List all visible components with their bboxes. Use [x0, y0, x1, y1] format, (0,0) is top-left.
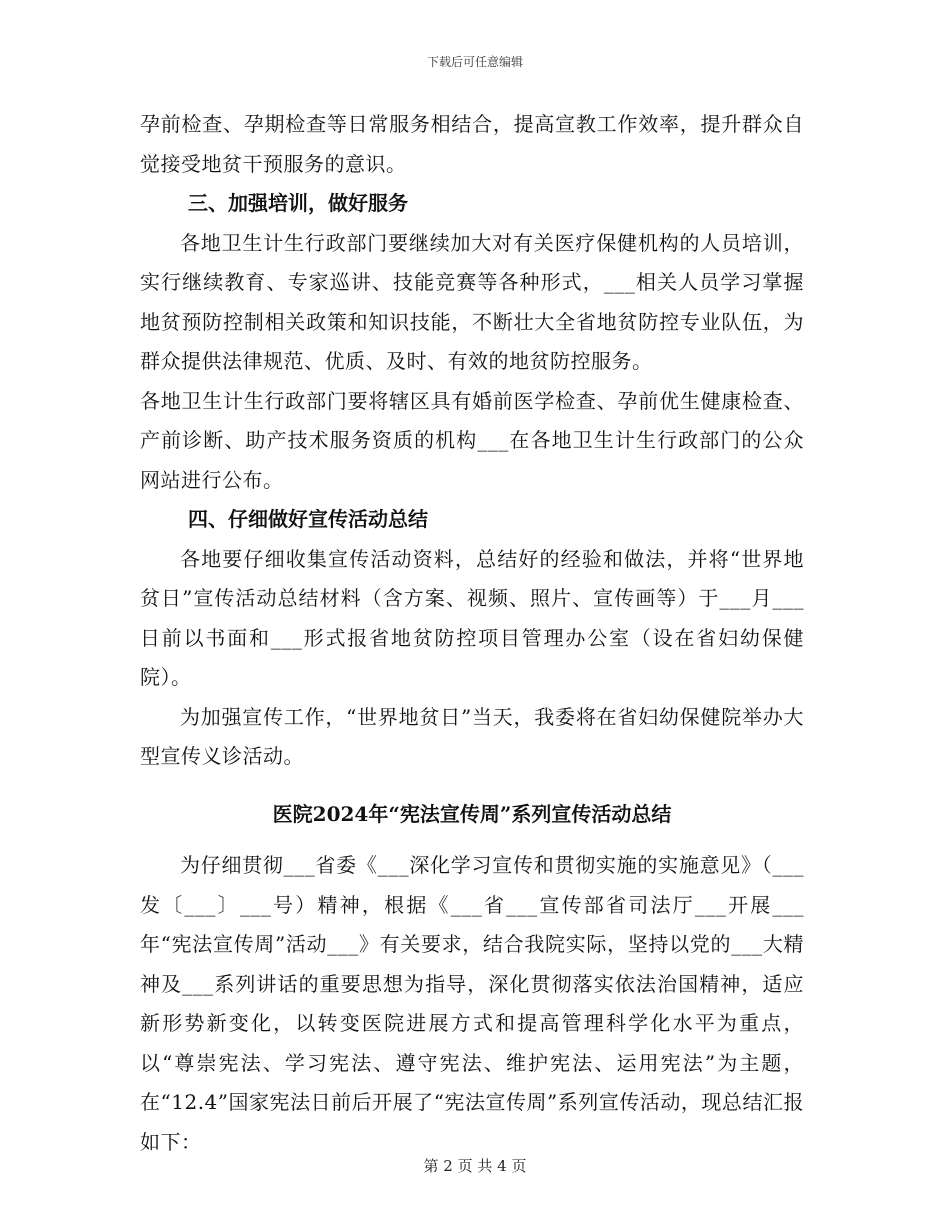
page-header: 下载后可任意编辑 [426, 55, 523, 69]
section-heading-summary: 四、仔细做好宣传活动总结 [188, 507, 428, 531]
intro-paragraph: 为仔细贯彻___省委《___深化学习宣传和贯彻实施的实施意见》（___发〔___〕___号）精神，根据《___省___宣传部省司法厅___开展___年“宪法宣传周”活动___》有关要求，结合我院实际，坚持以党的___大精神及___系列讲话的重要思想为指导，深化贯彻落实依法治国精神，适应新形势新变化，以转变医院进展方式和提高管理科学化水平为重点，以“尊崇宪法、学习宪法、遵守宪法、维护宪法、运用宪法”为主题，在“12.4”国家宪法日前后开展了“宪法宣传周”系列宣传活动，现总结汇报如下： [140, 853, 804, 1154]
continuation-paragraph: 孕前检查、孕期检查等日常服务相结合，提高宣教工作效率，提升群众自觉接受地贫干预服务的意识。 [140, 112, 804, 176]
page-number: 第 2 页 共 4 页 [423, 1157, 527, 1175]
training-paragraph: 各地卫生计生行政部门要继续加大对有关医疗保健机构的人员培训，实行继续教育、专家巡讲、技能竞赛等各种形式，___相关人员学习掌握地贫预防控制相关政策和知识技能，不断壮大全省地贫防控专业队伍，为群众提供法律规范、优质、及时、有效的地贫防控服务。 [140, 230, 804, 373]
document-body [140, 105, 804, 1162]
institution-paragraph: 各地卫生计生行政部门要将辖区具有婚前医学检查、孕前优生健康检查、产前诊断、助产技术服务资质的机构___在各地卫生计生行政部门的公众网站进行公布。 [140, 388, 804, 492]
document-title: 医院2024年“宪法宣传周”系列宣传活动总结 [272, 801, 672, 826]
section-heading-training: 三、加强培训，做好服务 [188, 191, 408, 215]
event-paragraph: 为加强宣传工作，“世界地贫日”当天，我委将在省妇幼保健院举办大型宣传义诊活动。 [140, 704, 804, 768]
summary-paragraph: 各地要仔细收集宣传活动资料，总结好的经验和做法，并将“世界地贫日”宣传活动总结材料（含方案、视频、照片、宣传画等）于___月___日前以书面和___形式报省地贫防控项目管理办公室（设在省妇幼保健院）。 [140, 546, 804, 689]
